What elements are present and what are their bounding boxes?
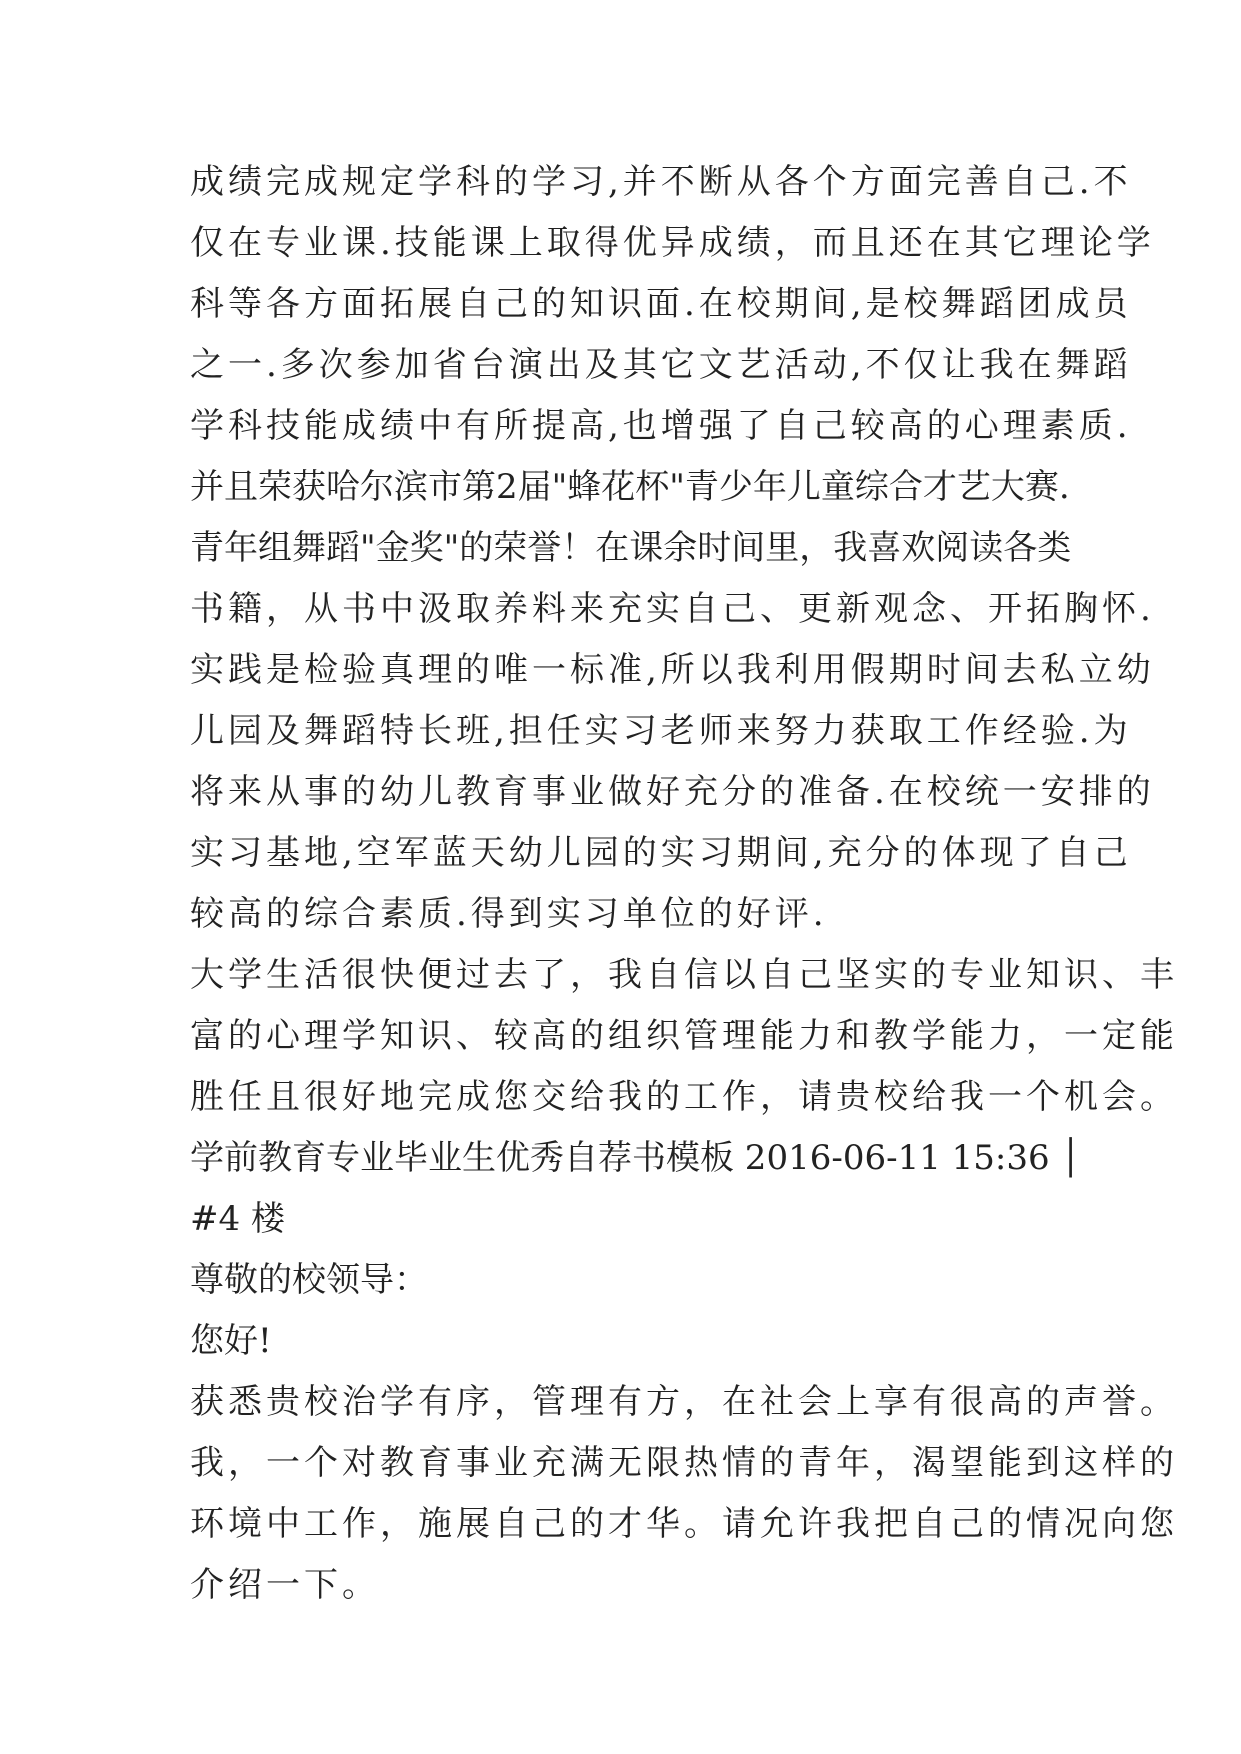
text-line: 环境中工作，施展自己的才华。请允许我把自己的情况向您 [190,1504,1178,1544]
text-line: 实践是检验真理的唯一标准,所以我利用假期时间去私立幼 [190,650,1155,690]
text-line: 科等各方面拓展自己的知识面.在校期间,是校舞蹈团成员 [190,284,1132,324]
text-line: 大学生活很快便过去了，我自信以自己坚实的专业知识、丰 [190,955,1178,995]
text-line: 获悉贵校治学有序，管理有方，在社会上享有很高的声誉。 [190,1382,1178,1422]
floor-number: #4 楼 [190,1199,285,1239]
post-header-line: 学前教育专业毕业生优秀自荐书模板 2016-06-11 15:36 │ [190,1138,1081,1178]
text-line: 儿园及舞蹈特长班,担任实习老师来努力获取工作经验.为 [190,711,1132,751]
text-line: 胜任且很好地完成您交给我的工作，请贵校给我一个机会。 [190,1077,1178,1117]
text-line: 成绩完成规定学科的学习,并不断从各个方面完善自己.不 [190,162,1132,202]
text-line: 较高的综合素质.得到实习单位的好评. [190,894,828,934]
text-line: 学科技能成绩中有所提高,也增强了自己较高的心理素质. [190,406,1132,446]
text-line: 仅在专业课.技能课上取得优异成绩，而且还在其它理论学 [190,223,1155,263]
text-line: 之一.多次参加省台演出及其它文艺活动,不仅让我在舞蹈 [190,345,1132,385]
salutation: 尊敬的校领导： [190,1260,428,1300]
text-line: 将来从事的幼儿教育事业做好充分的准备.在校统一安排的 [190,772,1155,812]
greeting: 您好! [190,1321,272,1361]
document-body [190,152,1178,1616]
text-line: 实习基地,空军蓝天幼儿园的实习期间,充分的体现了自己 [190,833,1132,873]
text-line: 介绍一下。 [190,1565,380,1605]
text-line: 富的心理学知识、较高的组织管理能力和教学能力，一定能 [190,1016,1178,1056]
text-line: 青年组舞蹈"金奖"的荣誉！在课余时间里，我喜欢阅读各类 [190,528,1072,568]
text-line: 我，一个对教育事业充满无限热情的青年，渴望能到这样的 [190,1443,1178,1483]
text-line: 书籍，从书中汲取养料来充实自己、更新观念、开拓胸怀. [190,589,1155,629]
text-line: 并且荣获哈尔滨市第2届"蜂花杯"青少年儿童综合才艺大赛. [190,467,1070,507]
